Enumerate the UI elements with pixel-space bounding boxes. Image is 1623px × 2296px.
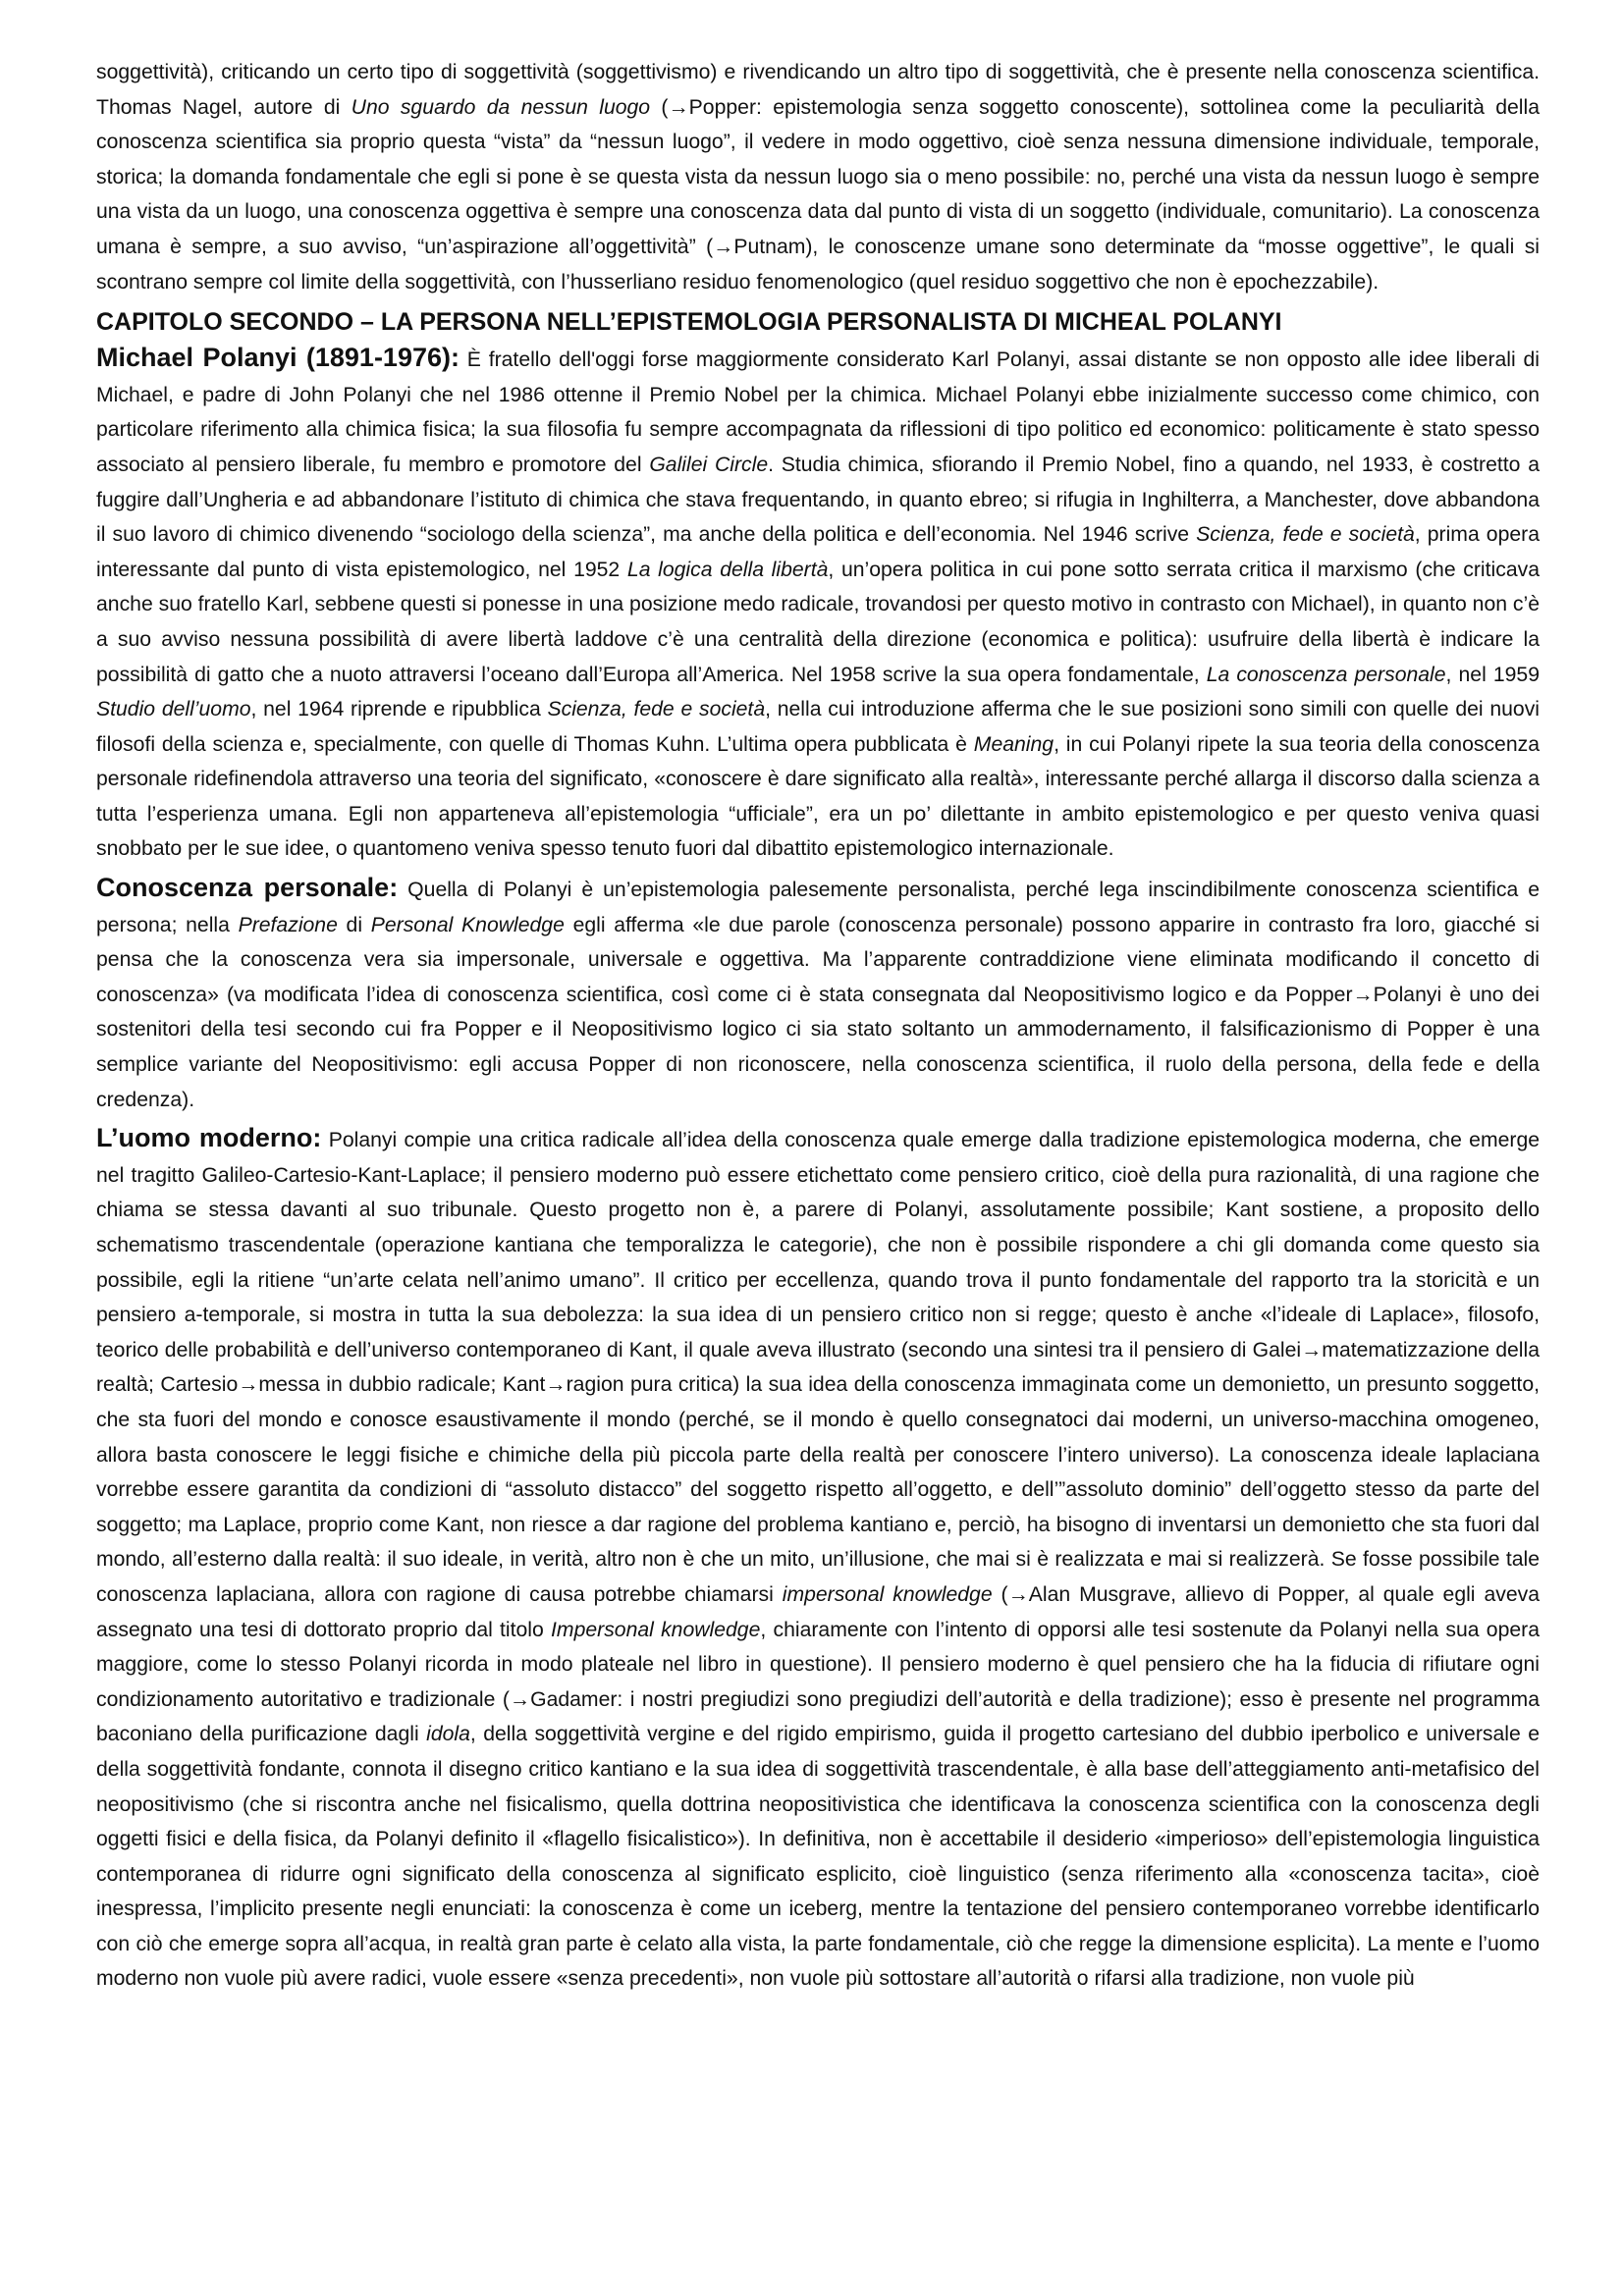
italic-term: Galilei Circle [649, 453, 769, 476]
text-run: , in cui Polanyi ripete la sua teoria della conoscenza personale ridefinendola attraverso una teoria del significato, «conoscere è dare significato alla realtà», interessante perché allarga il discorso dalla scienza a tutta l’esperienza umana. Egli non apparteneva all’epistemologia “ufficiale”, era un po’ dilettante in ambito epistemologico e per questo veniva quasi snobbato per le sue idee, o quantomeno veniva spesso tenuto fuori dal dibattito epistemologico internazionale. [96, 732, 1540, 861]
text-run: egli afferma «le due parole (conoscenza personale) possono apparire in contrasto fra loro, giacché si pensa che la conoscenza vera sia impersonale, universale e oggettiva. Ma l’apparente contraddizione viene eliminata modificando il concetto di conoscenza» (va modificata l’idea di conoscenza scientifica, così come ci è stata consegnata dal Neopositivismo logico e da Popper→Polanyi è uno dei sostenitori della tesi secondo cui fra Popper e il Neopositivismo logico ci sia stato soltanto un ammodernamento, il falsificazionismo di Popper è una semplice variante del Neopositivismo: egli accusa Popper di non riconoscere, nella conoscenza scientifica, il ruolo della persona, della fede e della credenza). [96, 913, 1541, 1111]
book-title: Meaning [973, 732, 1055, 756]
book-title: Studio dell’uomo [96, 698, 251, 721]
section-lead-uomo-moderno: L’uomo moderno: [96, 1123, 322, 1153]
text-run: Polanyi compie una critica radicale all’idea della conoscenza quale emerge dalla tradizione epistemologica moderna, che emerge nel tragitto Galileo-Cartesio-Kant-Laplace; il pensiero moderno può essere etichettato come pensiero critico, cioè della pura razionalità, di una ragione che chiama se stessa davanti al suo tribunale. Questo progetto non è, a parere di Polanyi, assolutamente possibile; Kant sostiene, a proposito dello schematismo trascendentale (operazione kantiana che temporalizza le categorie), che non è possibile rispondere a chi gli domanda come questo sia possibile, egli la ritiene “un’arte celata nell’animo umano”. Il critico per eccellenza, quando trova il punto fondamentale del rapporto tra la storicità e un pensiero a-temporale, si mostra in tutta la sua debolezza: la sua idea di un pensiero critico non si regge; questo è anche «l’ideale di Laplace», filosofo, teorico delle probabilità e dell’universo contemporaneo di Kant, il quale aveva illustrato (secondo una sintesi tra il pensiero di Galei→matematizzazione della realtà; Cartesio→messa in dubbio radicale; Kant→ragion pura critica) la sua idea della conoscenza immaginata come un demonietto, un presunto soggetto, che sta fuori del mondo e conosce esaustivamente il mondo (perché, se il mondo è quello consegnatoci dai moderni, un universo-macchina omogeneo, allora basta conoscere le leggi fisiche e chimiche della più piccola parte della realtà per conoscere l’intero universo). La conoscenza ideale laplaciana vorrebbe essere garantita da condizioni di “assoluto distacco” del soggetto rispetto all’oggetto, e dell’”assoluto dominio” dell’oggetto stesso da parte del soggetto; ma Laplace, proprio come Kant, non riesce a dar ragione del problema kantiano e, perciò, ha bisogno di inventarsi un demonietto che sta fuori dal mondo, all’esterno dalla realtà: il suo ideale, in verità, altro non è che un mito, un’illusione, che mai si è realizzata e mai si realizzerà. Se fosse possibile tale conoscenza laplaciana, allora con ragione di causa potrebbe chiamarsi [96, 1129, 1541, 1606]
intro-paragraph [96, 55, 1540, 299]
book-title: Scienza, fede e società [1196, 523, 1415, 547]
text-run: soggettività), criticando un certo tipo di soggettività (soggettivismo) e rivendicando un altro tipo di soggettività, che è presente nella conoscenza scientifica. Thomas Nagel, autore di [96, 61, 1540, 119]
text-run: , nella cui introduzione afferma che le sue posizioni sono simili con quelle dei nuovi filosofi della scienza e, specialmente, con quelle di Thomas Kuhn. L’ultima opera pubblicata è [96, 698, 1541, 756]
text-run: di [337, 913, 371, 936]
uomo-moderno-paragraph [96, 1121, 1540, 1997]
section-lead-conoscenza: Conoscenza personale: [96, 873, 399, 903]
polanyi-paragraph [96, 341, 1540, 867]
book-title: Impersonal knowledge [551, 1618, 761, 1641]
text-run: , della soggettività vergine e del rigido empirismo, guida il progetto cartesiano del dubbio iperbolico e universale e della soggettività fondante, connota il disegno critico kantiano e la sua idea di soggettività trascendentale, è alla base dell’atteggiamento anti-metafisico del neopositivismo (che si riscontra anche nel fisicalismo, quella dottrina neopositivistica che identificava la conoscenza scientifica con la conoscenza degli oggetti fisici e della fisica, da Polanyi definito il «flagello fisicalistico»). In definitiva, non è accettabile il desiderio «imperioso» dell’epistemologia linguistica contemporanea di ridurre ogni significato della conoscenza al significato esplicito, cioè linguistico (senza riferimento alla «conoscenza tacita», cioè inespressa, l’implicito presente negli enunciati: la conoscenza è come un iceberg, mentre la tentazione del pensiero contemporaneo vorrebbe identificarlo con ciò che emerge sopra all’acqua, in realtà gran parte è celato alla vista, la parte fondamentale, ciò che regge la dimensione esplicita). La mente e l’uomo moderno non vuole più avere radici, vuole essere «senza precedenti», non vuole più sottostare all’autorità o rifarsi alla tradizione, non vuole più [96, 1723, 1540, 1991]
italic-term: idola [426, 1723, 470, 1746]
conoscenza-paragraph [96, 871, 1540, 1117]
text-run: Quella di Polanyi è un’epistemologia palesemente personalista, perché lega inscindibilmente conoscenza scientifica e persona; nella [96, 879, 1541, 936]
text-run: , un’opera politica in cui pone sotto serrata critica il marxismo (che criticava anche suo fratello Karl, sebbene questi si ponesse in una posizione medo radicale, trovandosi per questo motivo in contrasto con Michael), in quanto non c’è a suo avviso nessuna possibilità di avere libertà laddove c’è una centralità della direzione (economica e politica): usufruire della libertà è indicare la possibilità di gatto che a nuoto attraversi l’oceano dall’Europa all’America. Nel 1958 scrive la sua opera fondamentale, [96, 558, 1540, 686]
text-run: , chiaramente con l’intento di opporsi alle tesi sostenute da Polanyi nella sua opera maggiore, come lo stesso Polanyi ricorda in modo plateale nel libro in questione). Il pensiero moderno è quel pensiero che ha la fiducia di rifiutare ogni condizionamento autoritativo e tradizionale (→Gadamer: i nostri pregiudizi sono pregiudizi dell’autorità e della tradizione); esso è presente nel programma baconiano della purificazione dagli [96, 1618, 1540, 1746]
text-run: , nel 1964 riprende e ripubblica [250, 698, 548, 721]
book-title: La conoscenza personale [1206, 663, 1446, 686]
text-run: È fratello dell'oggi forse maggiormente considerato Karl Polanyi, assai distante se non opposto alle idee liberali di Michael, e padre di John Polanyi che nel 1986 ottenne il Premio Nobel per la chimica. Michael Polanyi ebbe inizialmente successo come chimico, con particolare riferimento alla chimica fisica; la sua filosofia fu sempre accompagnata da riflessioni di tipo politico ed economico: politicamente è stato spesso associato al pensiero liberale, fu membro e promotore del [96, 348, 1540, 476]
italic-term: Prefazione [238, 913, 338, 936]
document-page [96, 55, 1540, 2001]
italic-term: impersonal knowledge [782, 1582, 993, 1606]
section-lead-polanyi: Michael Polanyi (1891-1976): [96, 343, 460, 373]
chapter-title: CAPITOLO SECONDO – LA PERSONA NELL’EPISTEMOLOGIA PERSONALISTA DI MICHEAL POLANYI [96, 308, 1282, 337]
book-title: Personal Knowledge [370, 913, 565, 936]
text-run: . Studia chimica, sfiorando il Premio Nobel, fino a quando, nel 1933, è costretto a fuggire dall’Ungheria e ad abbandonare l’istituto di chimica che stava frequentando, in quanto ebreo; si rifugia in Inghilterra, a Manchester, dove abbandona il suo lavoro di chimico divenendo “sociologo della scienza”, ma anche della politica e dell’economia. Nel 1946 scrive [96, 453, 1540, 547]
book-title: Uno sguardo da nessun luogo [351, 95, 651, 119]
text-run: (→Alan Musgrave, allievo di Popper, al quale egli aveva assegnato una tesi di dottorato proprio dal titolo [96, 1582, 1540, 1641]
text-run: , nel 1959 [1445, 663, 1540, 686]
book-title: La logica della libertà [626, 558, 829, 581]
book-title: Scienza, fede e società [547, 698, 766, 721]
text-run: , prima opera interessante dal punto di vista epistemologico, nel 1952 [96, 523, 1540, 581]
text-run: (→Popper: epistemologia senza soggetto conoscente), sottolinea come la peculiarità della conoscenza scientifica sia proprio questa “vista” da “nessun luogo”, il vedere in modo oggettivo, cioè senza nessuna dimensione individuale, temporale, storica; la domanda fondamentale che egli si pone è se questa vista da nessun luogo sia o meno possibile: no, perché una vista da nessun luogo è sempre una vista da un luogo, una conoscenza oggettiva è sempre una conoscenza data dal punto di vista di un soggetto (individuale, comunitario). La conoscenza umana è sempre, a suo avviso, “un’aspirazione all’oggettività” (→Putnam), le conoscenze umane sono determinate da “mosse oggettive”, le quali si scontrano sempre col limite della soggettività, con l’husserliano residuo fenomenologico (quel residuo soggettivo che non è epochezzabile). [96, 95, 1540, 294]
